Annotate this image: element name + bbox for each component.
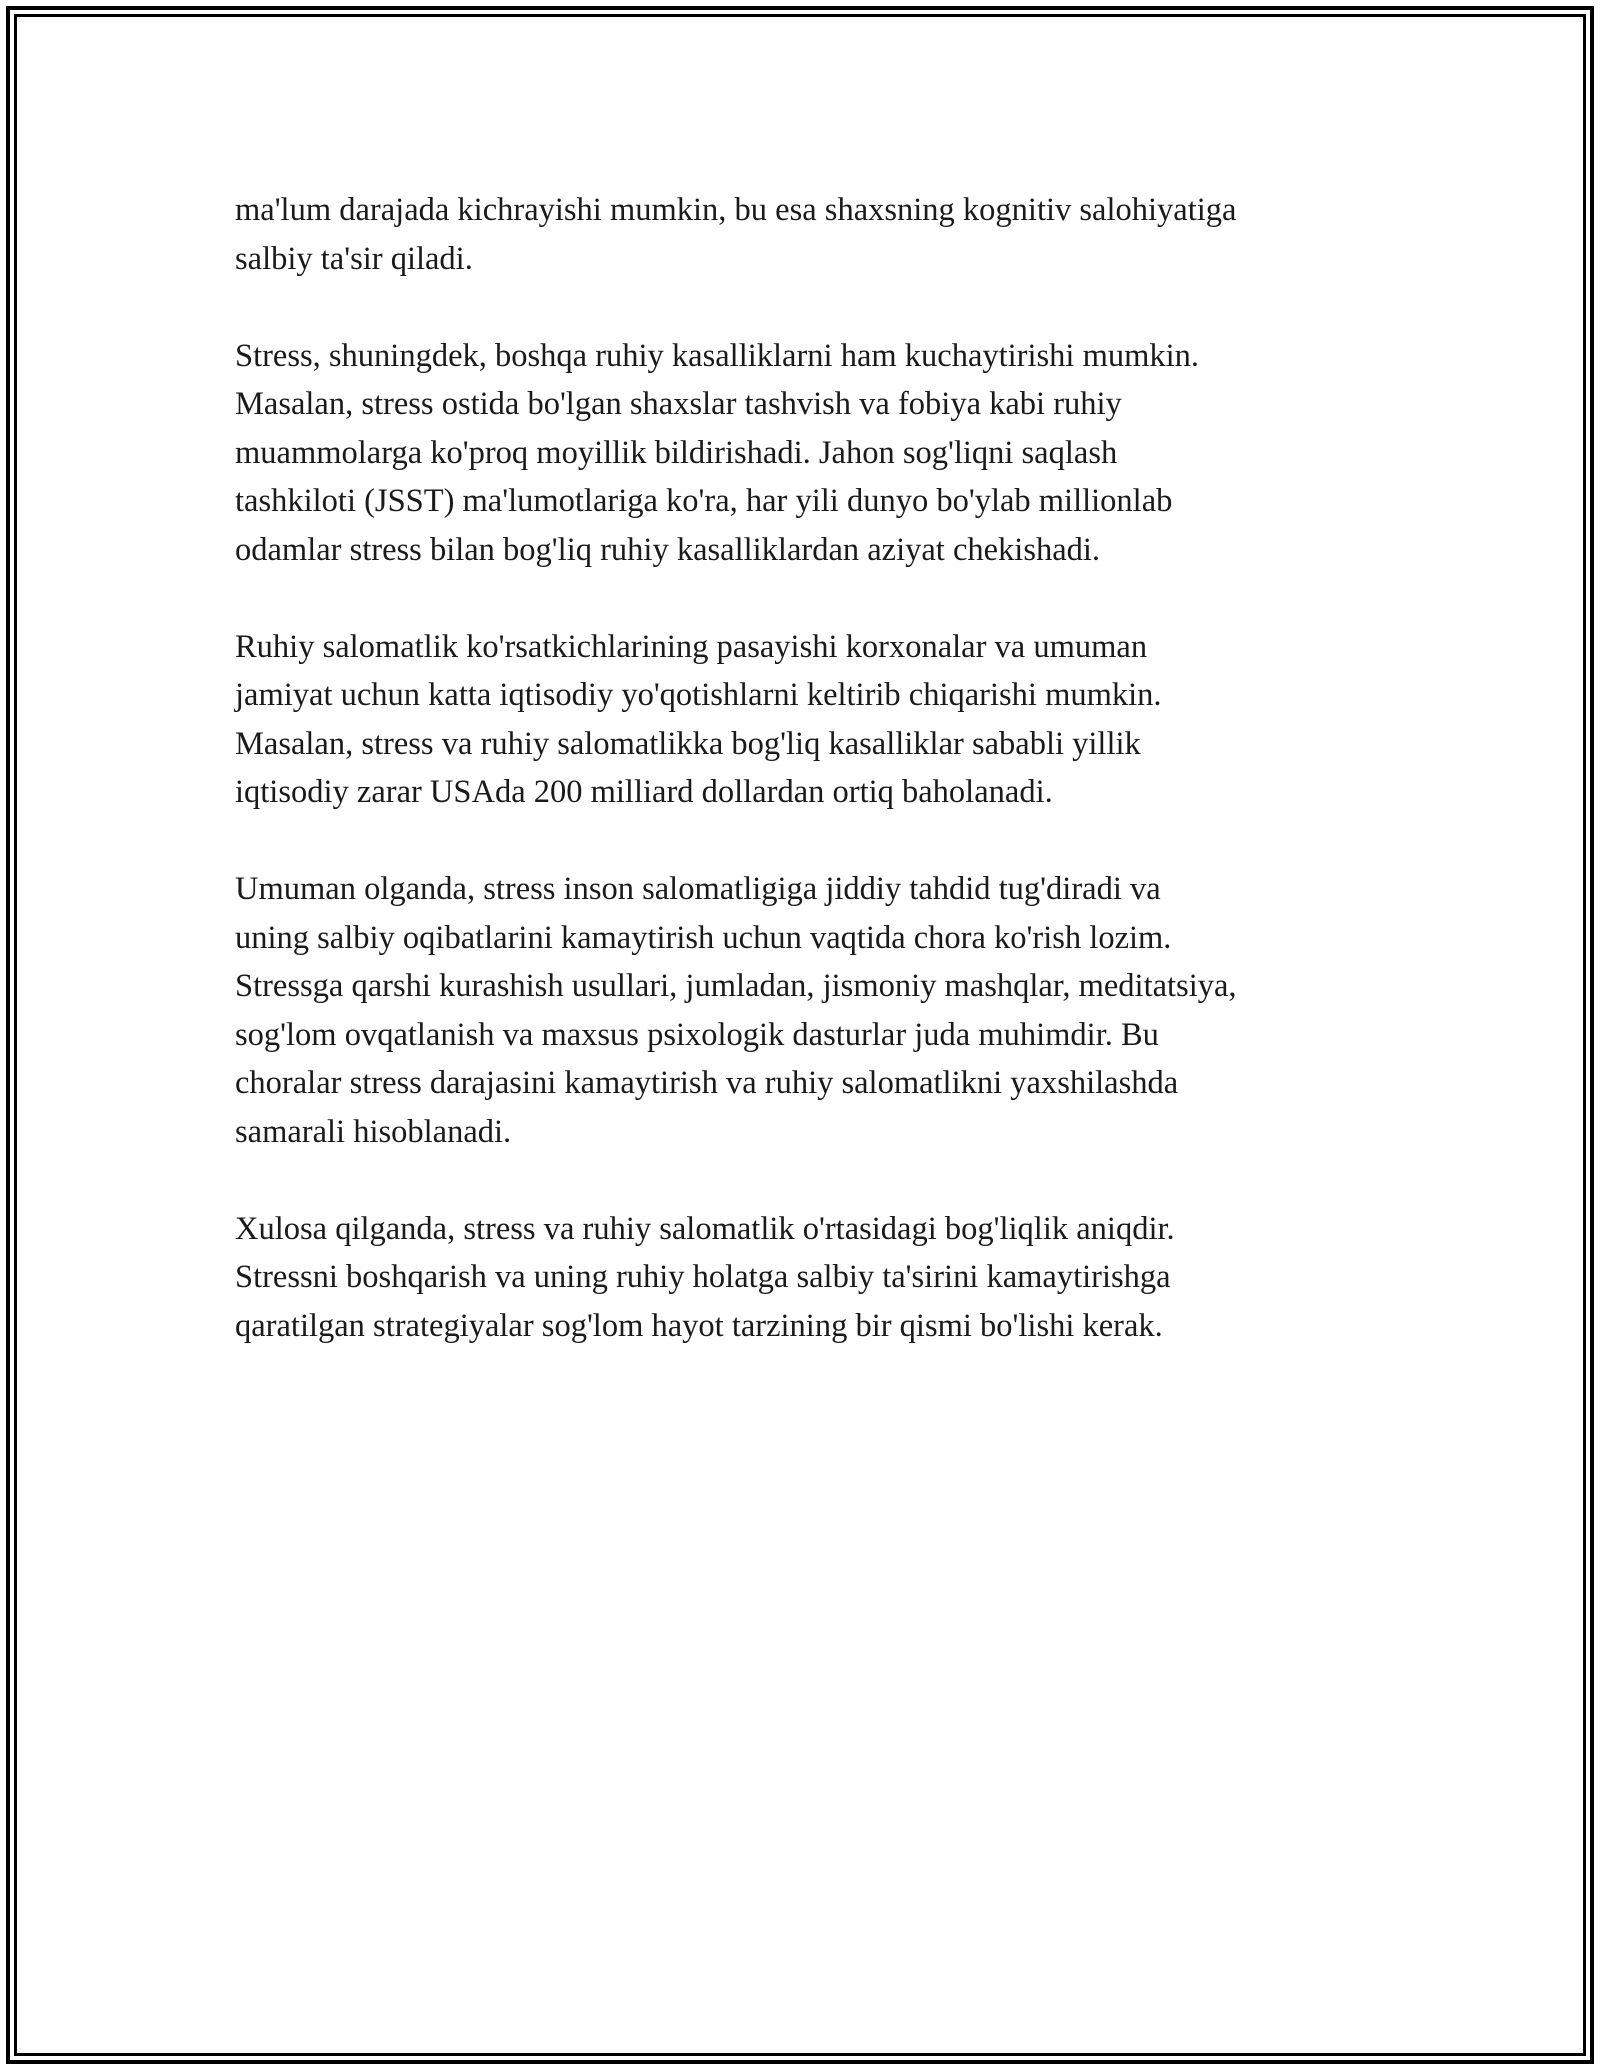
text-line: sog'lom ovqatlanish va maxsus psixologik dasturlar juda muhimdir. Bu xyxy=(235,1016,1159,1053)
document-body xyxy=(235,186,1395,1399)
text-line: samarali hisoblanadi. xyxy=(235,1113,512,1150)
text-line: salbiy ta'sir qiladi. xyxy=(235,240,473,277)
text-line: ma'lum darajada kichrayishi mumkin, bu esa shaxsning kognitiv salohiyatiga xyxy=(235,192,1237,228)
text-line: Stressni boshqarish va uning ruhiy holatga salbiy ta'sirini kamaytirishga xyxy=(235,1259,1171,1295)
paragraph-4 xyxy=(235,865,1395,1156)
text-line: tashkiloti (JSST) ma'lumotlariga ko'ra, har yili dunyo bo'ylab millionlab xyxy=(235,483,1173,519)
paragraph-5 xyxy=(235,1205,1395,1351)
text-line: iqtisodiy zarar USAda 200 milliard dollardan ortiq baholanadi. xyxy=(235,774,1053,810)
text-line: Xulosa qilganda, stress va ruhiy salomatlik o'rtasidagi bog'liqlik aniqdir. xyxy=(235,1210,1175,1247)
text-line: Stressga qarshi kurashish usullari, jumladan, jismoniy mashqlar, meditatsiya, xyxy=(235,968,1237,1004)
text-line: odamlar stress bilan bog'liq ruhiy kasalliklardan aziyat chekishadi. xyxy=(235,531,1101,568)
paragraph-3 xyxy=(235,623,1395,817)
text-line: uning salbiy oqibatlarini kamaytirish uchun vaqtida chora ko'rish lozim. xyxy=(235,919,1172,956)
paragraph-1 xyxy=(235,186,1395,283)
text-line: Umuman olganda, stress inson salomatligiga jiddiy tahdid tug'diradi va xyxy=(235,871,1161,907)
text-line: choralar stress darajasini kamaytirish va ruhiy salomatlikni yaxshilashda xyxy=(235,1065,1179,1101)
text-line: jamiyat uchun katta iqtisodiy yo'qotishlarni keltirib chiqarishi mumkin. xyxy=(235,677,1162,713)
paragraph-2 xyxy=(235,332,1395,575)
text-line: Stress, shuningdek, boshqa ruhiy kasalliklarni ham kuchaytirishi mumkin. xyxy=(235,337,1200,374)
text-line: muammolarga ko'proq moyillik bildirishadi. Jahon sog'liqni saqlash xyxy=(235,434,1118,471)
text-line: Ruhiy salomatlik ko'rsatkichlarining pasayishi korxonalar va umuman xyxy=(235,628,1148,665)
text-line: Masalan, stress va ruhiy salomatlikka bog'liq kasalliklar sababli yillik xyxy=(235,725,1141,762)
text-line: Masalan, stress ostida bo'lgan shaxslar tashvish va fobiya kabi ruhiy xyxy=(235,386,1122,422)
text-line: qaratilgan strategiyalar sog'lom hayot tarzining bir qismi bo'lishi kerak. xyxy=(235,1307,1163,1344)
